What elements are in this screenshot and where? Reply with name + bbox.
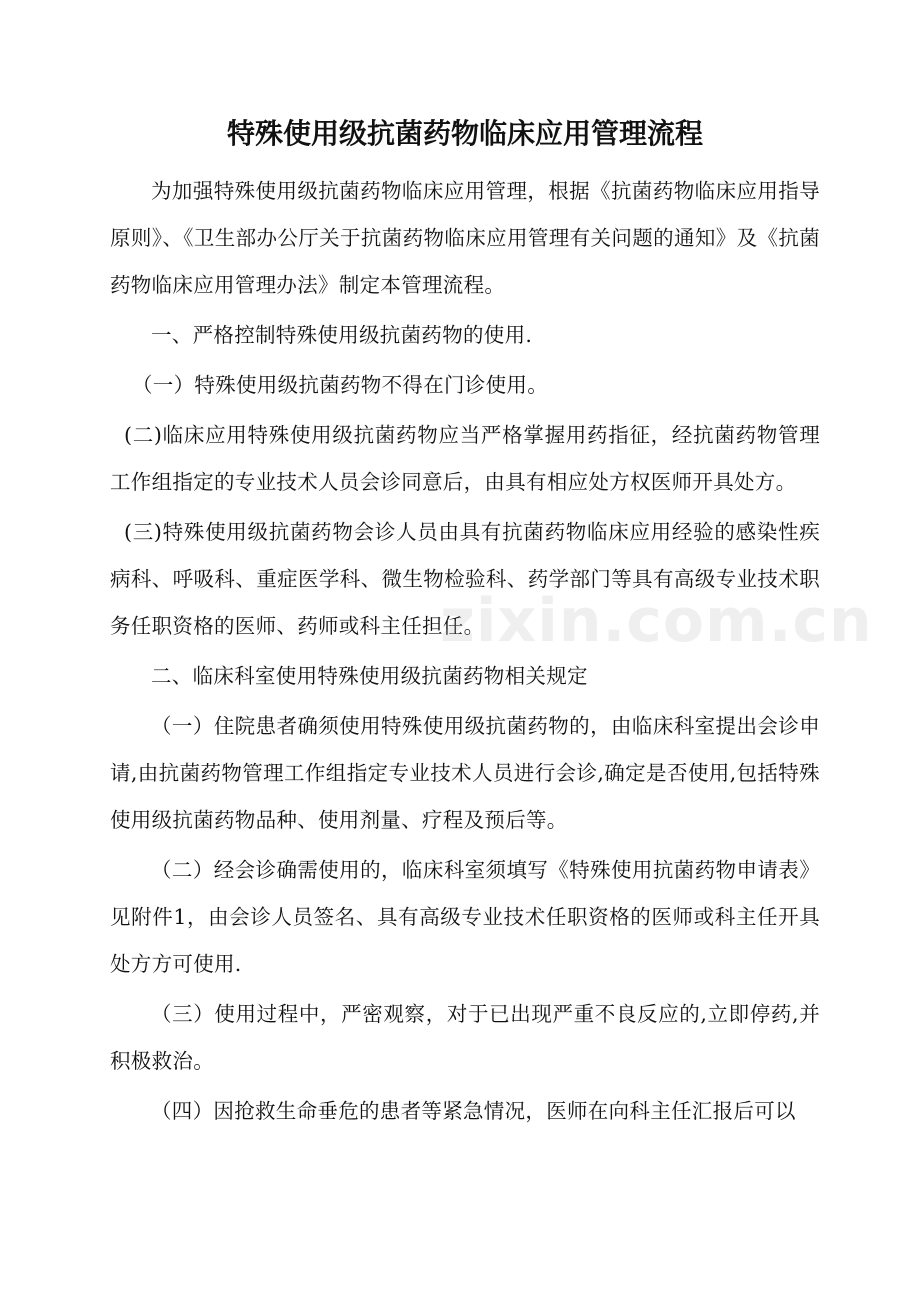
intro-paragraph: 为加强特殊使用级抗菌药物临床应用管理，根据《抗菌药物临床应用指导原则》、《卫生部办公厅关于抗菌药物临床应用管理有关问题的通知》及《抗菌药物临床应用管理办法》制定本管理流程。 [110, 179, 820, 297]
section-two-item-1: （一）住院患者确须使用特殊使用级抗菌药物的，由临床科室提出会诊申请,由抗菌药物管理工作组指定专业技术人员进行会诊,确定是否使用,包括特殊使用级抗菌药物品种、使用剂量、疗程及预后等。 [110, 714, 820, 832]
section-two-item-3: （三）使用过程中，严密观察，对于已出现严重不良反应的,立即停药,并积极救治。 [110, 1002, 820, 1073]
section-two-item-2: （二）经会诊确需使用的，临床科室须填写《特殊使用抗菌药物申请表》见附件1，由会诊人员签名、具有高级专业技术任职资格的医师或科主任开具处方方可使用. [110, 858, 820, 976]
section-one-heading: 一、严格控制特殊使用级抗菌药物的使用. [151, 323, 533, 347]
section-one-item-1: （一）特殊使用级抗菌药物不得在门诊使用。 [132, 373, 548, 397]
document-title: 特殊使用级抗菌药物临床应用管理流程 [226, 117, 703, 150]
watermark-text: zixin.com.cn [440, 586, 873, 656]
section-two-item-4: （四）因抢救生命垂危的患者等紧急情况，医师在向科主任汇报后可以 [151, 1099, 796, 1123]
section-one-item-2: (二)临床应用特殊使用级抗菌药物应当严格掌握用药指征，经抗菌药物管理工作组指定的专业技术人员会诊同意后，由具有相应处方权医师开具处方。 [110, 423, 820, 494]
section-one-item-3: (三)特殊使用级抗菌药物会诊人员由具有抗菌药物临床应用经验的感染性疾病科、呼吸科、重症医学科、微生物检验科、药学部门等具有高级专业技术职务任职资格的医师、药师或科主任担任。 [110, 520, 820, 638]
section-two-heading: 二、临床科室使用特殊使用级抗菌药物相关规定 [151, 664, 588, 688]
